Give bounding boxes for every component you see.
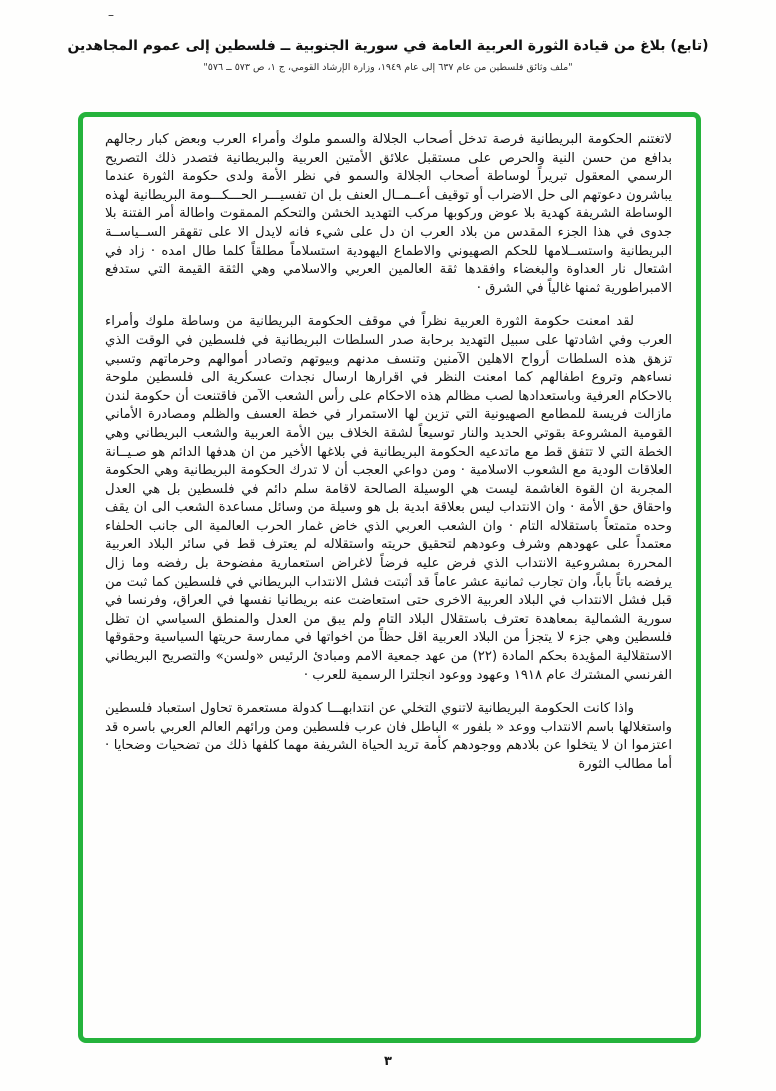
paragraph: لقد امعنت حكومة الثورة العربية نظراً في موقف الحكومة البريطانية من وساطة ملوك وأمراء العرب وفي اشادتها على سبيل التهديد برحابة صدر السلطات البريطانية في فلسطين في الوقت الذي تزهق هذه السلطات أرواح الاهلين الآمنين وتنسف مدنهم وبيوتهم وتصادر أموالهم وحرماتهم وتسبي نساءهم وتروع اطفالهم كما امعنت النظر في اقرارها ارسال نجدات عسكرية الى فلسطين ملوحة بالاحكام العرفية وباستعدادها لصب مظالم هذه الاحكام على رأس الشعب الآمن فاقتنعت أن حكومة لندن مازالت فريسة للمطامع الصهيونية التي تزين لها الاستمرار في خطة العسف والظلم ومصادرة الأماني القومية المشروعة بقوتي الحديد والنار توسيعاً لشقة الخلاف بين الأمة العربية والشعب البريطاني وهي الخطة التي لا تتفق قط مع ماتدعيه الحكومة البريطانية في بلاغها الأخير من ان هدفها الدائم هو صـيــانة العلاقات الودية مع الشعوب الاسلامية · ومن دواعي العجب أن لا تدرك الحكومة البريطانية وهي الحكومة المجربة ان القوة الغاشمة ليست هي الوسيلة الصالحة لاقامة سلم دائم في فلسطين بل هي العدل واحقاق حق الأمة · وان الانتداب ليس بعلاقة ابدية بل هو وسيلة من وسائل مساعدة الشعب الى ان يقف وحده متمتعاً باستقلاله التام · وان الشعب العربي الذي خاض غمار الحرب العالمية الى جانب الحلفاء معتمداً على عهودهم وشرف وعودهم لتحقيق حريته واستقلاله لم يعترف قط في سائر البلاد العربية المحررة بمشروعية الانتداب الذي فرض عليه فرضاً لاغراض استعمارية مفضوحة بل رفضه وما زال يرفضه باتاً باباً، وان تجارب ثمانية عشر عاماً قد أثبتت فشل الانتداب البريطاني في فلسطين كما ثبت من قبل فشل الانتداب في البلاد العربية الاخرى حتى استعاضت عنه بريطانيا نفسها في العراق، وفرنسا في سورية الشمالية بمعاهدة تعترف باستقلال البلاد التام ولم يبق من العدل والمنطق السياسي ان تظل فلسطين وهي جزء لا يتجزأ من البلاد العربية اقل حظاً من اخواتها في ممارسة حريتها السياسية وحقوقها الاستقلالية المؤيدة بحكم المادة (٢٢) من عهد جمعية الامم ومبادئ الرئيس «ولسن» والتصريح البريطاني الفرنسي المشترك عام ١٩١٨ وعهود ووعود انجلترا الرسمية للعرب · — [105, 314, 672, 683]
source-citation: "ملف وثائق فلسطين من عام ٦٣٧ إلى عام ١٩٤٩، وزارة الإرشاد القومي، ج ١، ص ٥٧٣ ــ ٥٧٦" — [203, 62, 573, 73]
paragraph: لاتغتنم الحكومة البريطانية فرصة تدخل أصحاب الجلالة والسمو ملوك وأمراء العرب وبعض كبار رجالهم بدافع من حسن النية والحرص على مستقبل علائق الأمتين العربية والبريطانية فتصدر ذلك التصريح الرسمي المعقول تبريراً لوساطة أصحاب الجلالة والسمو في نظر الأمة ولدى حكومة الثورة عندما يباشرون دعوتهم الى حل الاضراب أو توقيف أعــمــال العنف بل ان تفسيـــر الحـــكـــومة البريطانية لهذه الوساطة الشريفة كهدية بلا عوض وركوبها مركب التهديد الخشن والتحكم الممقوت واطالة أمر الفتنة بلا جدوى في هذا الجزء المقدس من بلاد العرب ان دل على شيء فانه لايدل الا على تقهقر الســياســة البريطانية واستســلامها للحكم الصهيوني والاطماع اليهودية استسلاماً مطلقاً كلما طال امده · زاد في اشتعال نار العداوة والبغضاء وافقدها ثقة العالمين العربي والاسلامي وهي الثقة القيمة التي ستدفع الامبراطورية ثمنها غالياً في الشرق · — [105, 132, 672, 296]
document-title: (تابع) بلاغ من قيادة الثورة العربية العامة في سورية الجنوبية ــ فلسطين إلى عموم المجاهدين — [67, 38, 709, 54]
page-number: ٣ — [384, 1054, 392, 1069]
highlight-border-box — [78, 112, 701, 1043]
top-mark: – — [108, 8, 114, 22]
paragraph: واذا كانت الحكومة البريطانية لاتنوي التخلي عن انتدابهـــا كدولة مستعمرة تحاول استعباد فلسطين واستغلالها باسم الانتداب ووعد « بلفور » الباطل فان عرب فلسطين ومن ورائهم العالم العربي باسره قد اعتزموا ان لا يتخلوا عن بلادهم ووجودهم كأمة تريد الحياة الشريفة مهما كلفها ذلك من تضحيات وضحايا · أما مطالب الثورة — [105, 701, 672, 772]
document-body — [105, 131, 672, 775]
